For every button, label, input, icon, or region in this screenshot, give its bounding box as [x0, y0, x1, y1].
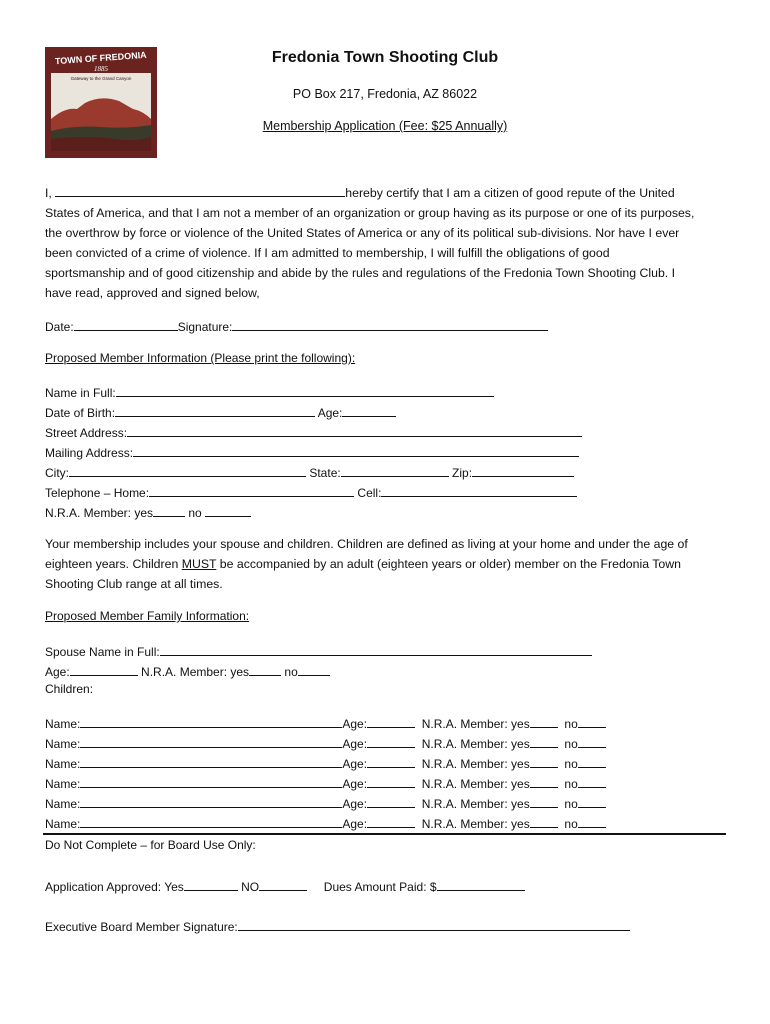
nra-yes-field[interactable] — [153, 503, 185, 517]
child-nra-label: N.R.A. Member: yes — [421, 797, 530, 811]
spouse-nra-label: N.R.A. Member: yes — [141, 665, 250, 679]
date-field[interactable] — [74, 317, 178, 331]
street-row — [45, 423, 582, 440]
family-note-line-3: Shooting Club range at all times. — [45, 577, 223, 591]
cert-line-1 — [45, 183, 725, 203]
child-nra-no-label: no — [564, 817, 578, 831]
family-note-line-2-pre: eighteen years. Children — [45, 557, 182, 571]
child-name-label: Name: — [45, 797, 81, 811]
child-nra-no-field[interactable] — [578, 774, 606, 788]
child-nra-no-field[interactable] — [578, 714, 606, 728]
approval-row — [45, 877, 525, 894]
spouse-name-field[interactable] — [160, 642, 592, 656]
child-nra-label: N.R.A. Member: yes — [421, 737, 530, 751]
child-age-field[interactable] — [367, 794, 415, 808]
nra-yes-label: N.R.A. Member: yes — [45, 506, 154, 520]
child-age-field[interactable] — [367, 814, 415, 828]
club-address: PO Box 217, Fredonia, AZ 86022 — [292, 87, 478, 101]
child-age-label: Age: — [342, 817, 368, 831]
city-label: City: — [45, 466, 69, 480]
child-age-label: Age: — [342, 797, 368, 811]
city-field[interactable] — [69, 463, 306, 477]
family-info-heading: Proposed Member Family Information: — [45, 609, 250, 623]
child-age-label: Age: — [342, 777, 368, 791]
mailing-label: Mailing Address: — [45, 446, 134, 460]
state-field[interactable] — [341, 463, 449, 477]
child-row — [45, 754, 606, 771]
home-phone-field[interactable] — [149, 483, 354, 497]
cert-line-3: the overthrow by force or violence of the United States of America or any of its political sub-divisions. Nor have I ever — [45, 226, 680, 240]
spouse-age-label: Age: — [45, 665, 70, 679]
cert-line-6: have read, approved and signed below, — [45, 286, 260, 300]
member-info-heading: Proposed Member Information (Please print the following): — [45, 351, 356, 365]
child-nra-label: N.R.A. Member: yes — [421, 777, 530, 791]
child-nra-label: N.R.A. Member: yes — [421, 817, 530, 831]
child-row — [45, 814, 606, 831]
state-label: State: — [309, 466, 341, 480]
certification-paragraph — [45, 183, 725, 303]
board-heading: Do Not Complete – for Board Use Only: — [45, 838, 256, 852]
dob-row — [45, 403, 396, 420]
child-nra-no-field[interactable] — [578, 734, 606, 748]
approved-no-label: NO — [241, 880, 260, 894]
family-note-paragraph — [45, 534, 725, 594]
spouse-age-row — [45, 662, 330, 679]
child-row — [45, 714, 606, 731]
board-signature-row — [45, 917, 630, 934]
child-nra-no-label: no — [564, 717, 578, 731]
home-phone-label: Telephone – Home: — [45, 486, 150, 500]
logo-town-name: TOWN OF FREDONIA — [54, 49, 147, 67]
children-label: Children: — [45, 682, 94, 696]
cert-lead: I, — [45, 186, 52, 200]
board-signature-label: Executive Board Member Signature: — [45, 920, 238, 934]
phone-row — [45, 483, 577, 500]
child-name-field[interactable] — [80, 794, 342, 808]
child-row — [45, 774, 606, 791]
child-age-field[interactable] — [367, 714, 415, 728]
mailing-row — [45, 443, 579, 460]
child-age-label: Age: — [342, 757, 368, 771]
child-age-field[interactable] — [367, 774, 415, 788]
full-name-label: Name in Full: — [45, 386, 116, 400]
family-note-line-2-post: be accompanied by an adult (eighteen years or older) member on the Fredonia Town — [216, 557, 681, 571]
family-note-line-2 — [45, 554, 725, 574]
spouse-nra-no-label: no — [284, 665, 298, 679]
street-label: Street Address: — [45, 426, 128, 440]
approved-yes-label: Application Approved: Yes — [45, 880, 184, 894]
child-name-field[interactable] — [80, 754, 342, 768]
spouse-age-field[interactable] — [70, 662, 138, 676]
child-nra-label: N.R.A. Member: yes — [421, 717, 530, 731]
child-name-field[interactable] — [80, 814, 342, 828]
dues-label: Dues Amount Paid: $ — [323, 880, 437, 894]
board-signature-field[interactable] — [238, 917, 630, 931]
child-nra-no-label: no — [564, 797, 578, 811]
approved-yes-field[interactable] — [184, 877, 238, 891]
child-row — [45, 734, 606, 751]
child-nra-no-field[interactable] — [578, 814, 606, 828]
child-nra-no-label: no — [564, 737, 578, 751]
child-nra-yes-field[interactable] — [530, 754, 558, 768]
zip-label: Zip: — [452, 466, 473, 480]
spouse-label: Spouse Name in Full: — [45, 645, 160, 659]
child-row — [45, 794, 606, 811]
family-note-line-1: Your membership includes your spouse and children. Children are defined as living at your home and under the age of — [45, 537, 688, 551]
child-name-label: Name: — [45, 777, 81, 791]
mailing-field[interactable] — [133, 443, 579, 457]
child-name-label: Name: — [45, 757, 81, 771]
child-name-field[interactable] — [80, 714, 342, 728]
applicant-name-field[interactable] — [55, 183, 345, 197]
dob-field[interactable] — [115, 403, 315, 417]
child-nra-yes-field[interactable] — [530, 814, 558, 828]
spouse-row — [45, 642, 592, 659]
name-row — [45, 383, 494, 400]
child-nra-no-field[interactable] — [578, 794, 606, 808]
spouse-nra-yes-field[interactable] — [249, 662, 281, 676]
street-field[interactable] — [127, 423, 582, 437]
must-emphasis: MUST — [181, 557, 217, 571]
logo-year: 1885 — [94, 65, 108, 73]
child-age-label: Age: — [342, 737, 368, 751]
cert-line-1-text: hereby certify that I am a citizen of good repute of the United — [345, 186, 675, 200]
cert-line-4: been convicted of a crime of violence. If I am admitted to membership, I will fulfill the obligations of good — [45, 246, 610, 260]
nra-no-field[interactable] — [205, 503, 251, 517]
child-name-field[interactable] — [80, 774, 342, 788]
full-name-field[interactable] — [116, 383, 494, 397]
age-field[interactable] — [342, 403, 396, 417]
cell-field[interactable] — [381, 483, 577, 497]
child-nra-yes-field[interactable] — [530, 734, 558, 748]
child-name-label: Name: — [45, 737, 81, 751]
zip-field[interactable] — [472, 463, 574, 477]
child-age-label: Age: — [342, 717, 368, 731]
logo-tagline: Gateway to the Grand Canyon — [70, 76, 132, 81]
age-label: Age: — [317, 406, 343, 420]
nra-no-label: no — [188, 506, 202, 520]
child-nra-no-field[interactable] — [578, 754, 606, 768]
child-nra-yes-field[interactable] — [530, 794, 558, 808]
dues-field[interactable] — [437, 877, 525, 891]
child-name-field[interactable] — [80, 734, 342, 748]
cert-line-5: sportsmanship and of good citizenship and abide by the rules and regulations of the Fredonia Town Shooting Club. I — [45, 266, 676, 280]
nra-row — [45, 503, 251, 520]
child-nra-no-label: no — [564, 757, 578, 771]
cell-label: Cell: — [357, 486, 382, 500]
child-nra-yes-field[interactable] — [530, 774, 558, 788]
application-subtitle: Membership Application (Fee: $25 Annually) — [262, 119, 508, 133]
date-signature-row — [45, 317, 548, 334]
child-name-label: Name: — [45, 817, 81, 831]
board-divider — [43, 833, 726, 835]
dob-label: Date of Birth: — [45, 406, 116, 420]
child-name-label: Name: — [45, 717, 81, 731]
page-title: Fredonia Town Shooting Club — [271, 49, 499, 66]
date-label: Date: — [45, 320, 74, 334]
cert-line-2: States of America, and that I am not a member of an organization or group having as its purpose or one of its purposes, — [45, 206, 695, 220]
signature-label: Signature: — [177, 320, 233, 334]
child-nra-no-label: no — [564, 777, 578, 791]
approved-no-field[interactable] — [259, 877, 307, 891]
child-age-field[interactable] — [367, 734, 415, 748]
child-nra-label: N.R.A. Member: yes — [421, 757, 530, 771]
child-nra-yes-field[interactable] — [530, 714, 558, 728]
signature-field[interactable] — [232, 317, 548, 331]
spouse-nra-no-field[interactable] — [298, 662, 330, 676]
city-row — [45, 463, 574, 480]
child-age-field[interactable] — [367, 754, 415, 768]
